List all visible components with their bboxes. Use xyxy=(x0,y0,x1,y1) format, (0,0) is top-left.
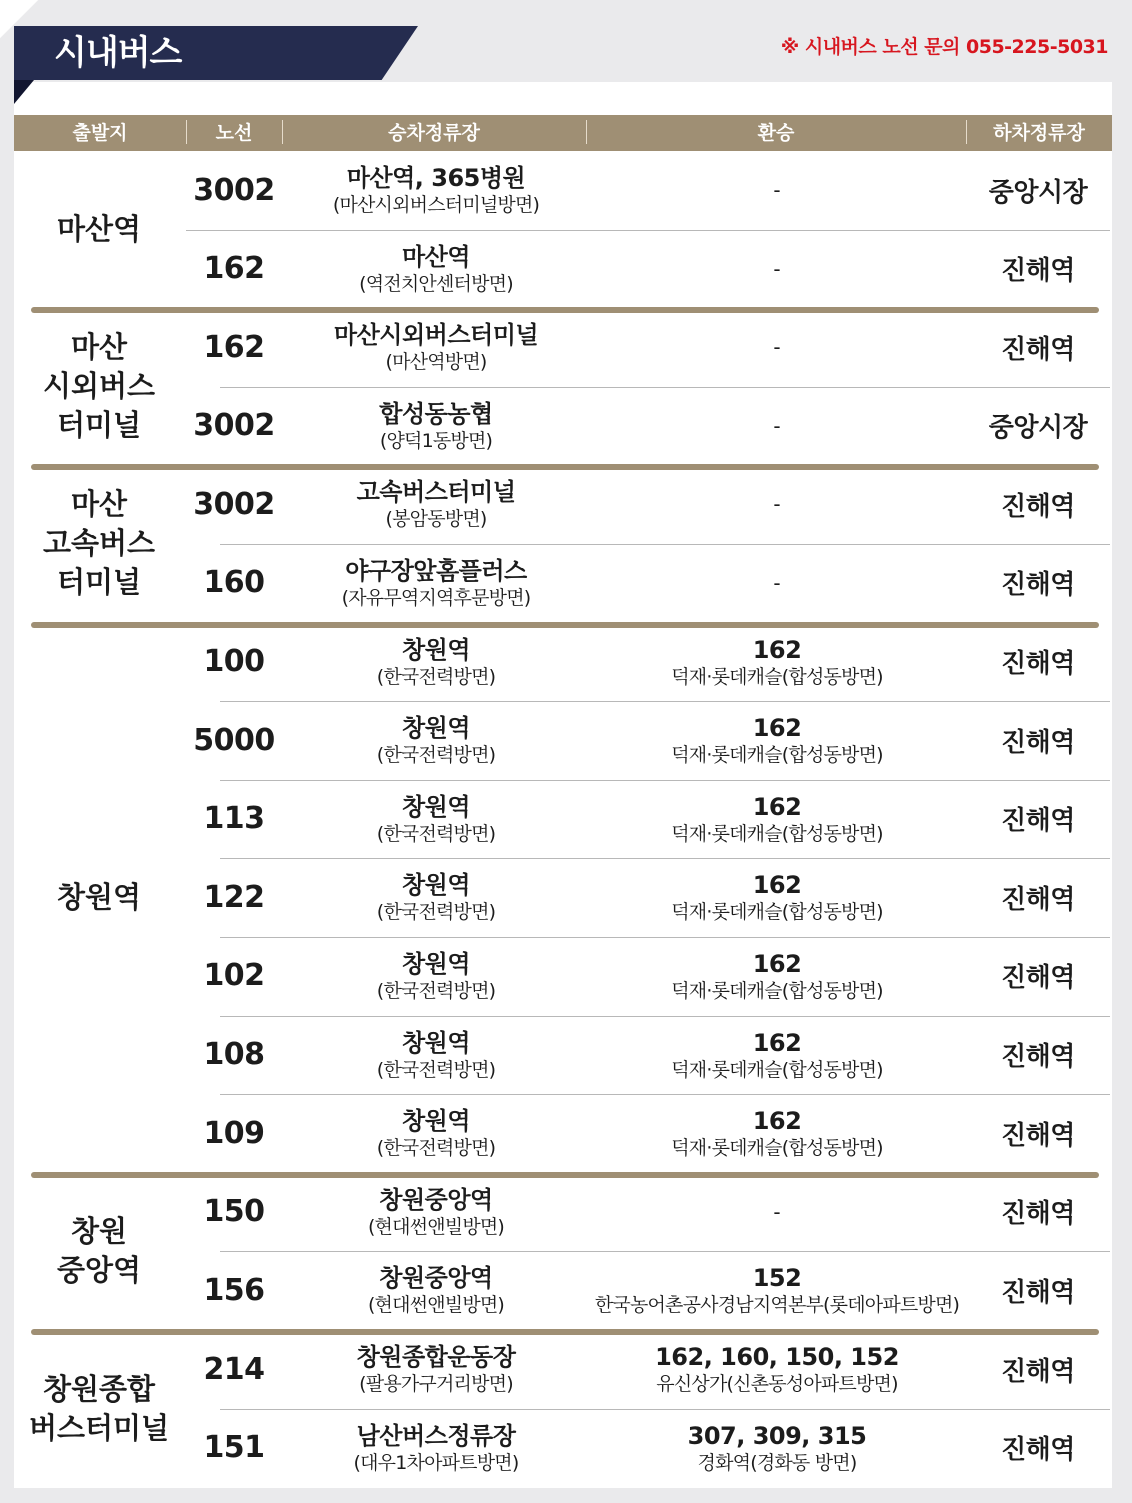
boarding-stop-name: 마산역, 365병원 xyxy=(346,164,526,192)
boarding-stop-direction: (양덕1동방면) xyxy=(379,429,493,452)
boarding-stop-name: 창원역 xyxy=(401,792,471,821)
boarding-stop xyxy=(296,780,576,858)
transfer xyxy=(554,1094,1000,1172)
table-row xyxy=(14,623,1112,701)
transfer xyxy=(554,858,1000,936)
route-number: 3002 xyxy=(193,486,275,522)
route-number: 113 xyxy=(203,801,265,837)
transfer xyxy=(554,937,1000,1015)
boarding-stop-direction: (자유무역지역후문방면) xyxy=(341,586,531,609)
boarding-stop-direction: (한국전력방면) xyxy=(376,822,496,845)
route-number: 160 xyxy=(203,565,265,601)
route-number: 151 xyxy=(203,1430,265,1466)
boarding-stop xyxy=(296,858,576,936)
transfer-stop: 덕재·롯데캐슬(합성동방면) xyxy=(671,744,883,767)
transfer-stop: 덕재·롯데캐슬(합성동방면) xyxy=(671,1137,883,1160)
transfer-stop: 유신상가(신촌동성아파트방면) xyxy=(656,1373,898,1395)
boarding-stop xyxy=(296,308,576,386)
column-header-transfer: 환승 xyxy=(757,122,795,144)
transfer xyxy=(554,308,1000,386)
table-row xyxy=(14,1094,1112,1172)
transfer-routes: 162 xyxy=(752,714,802,743)
transfer-routes: 162 xyxy=(752,635,802,664)
boarding-stop-direction: (팔용가구거리방면) xyxy=(359,1373,513,1395)
transfer xyxy=(554,701,1000,779)
boarding-stop-direction: (한국전력방면) xyxy=(376,979,496,1002)
transfer-routes: - xyxy=(773,413,781,438)
column-header-route: 노선 xyxy=(215,122,253,144)
transfer-stop: 덕재·롯데캐슬(합성동방면) xyxy=(671,1058,883,1081)
origin-name-line: 중앙역 xyxy=(56,1253,142,1288)
origin-name-line: 창원종합 xyxy=(42,1371,156,1406)
route-number: 162 xyxy=(203,329,265,365)
boarding-stop-name: 창원역 xyxy=(401,714,471,743)
route-number: 122 xyxy=(203,879,265,915)
transfer-routes: 162 xyxy=(752,949,802,978)
boarding-stop-name: 고속버스터미널 xyxy=(356,478,516,507)
transfer-routes: 162 xyxy=(752,871,802,900)
transfer-routes: - xyxy=(773,178,781,202)
boarding-stop-direction: (현대썬앤빌방면) xyxy=(367,1215,505,1238)
boarding-stop xyxy=(296,387,576,465)
alighting-stop: 진해역 xyxy=(1001,1277,1075,1308)
boarding-stop-name: 마산역 xyxy=(401,242,471,271)
table-row xyxy=(14,780,1112,858)
boarding-stop-name: 창원역 xyxy=(401,949,471,978)
origin-group xyxy=(14,308,1112,465)
title-banner-fold xyxy=(14,80,34,104)
boarding-stop-direction: (현대썬앤빌방면) xyxy=(367,1294,505,1317)
transfer-routes: - xyxy=(773,335,781,360)
route-number: 109 xyxy=(203,1115,265,1151)
transfer xyxy=(554,465,1000,543)
boarding-stop-name: 창원중앙역 xyxy=(379,1264,493,1293)
table-row xyxy=(14,858,1112,936)
boarding-stop xyxy=(296,1409,576,1487)
origin-name-line: 버스터미널 xyxy=(28,1410,170,1445)
origin-name-line: 터미널 xyxy=(56,408,142,443)
transfer-routes: 307, 309, 315 xyxy=(687,1421,867,1450)
boarding-stop-direction: (마산역방면) xyxy=(385,351,487,374)
origin-group xyxy=(14,465,1112,622)
origin-name-line: 고속버스 xyxy=(42,526,156,561)
boarding-stop-direction: (봉암동방면) xyxy=(385,508,487,531)
origin-group xyxy=(14,1330,1112,1487)
transfer-routes: 162, 160, 150, 152 xyxy=(655,1343,899,1371)
boarding-stop-direction: (대우1차아파트방면) xyxy=(353,1451,519,1474)
transfer-routes: - xyxy=(773,256,781,281)
transfer-stop: 덕재·롯데캐슬(합성동방면) xyxy=(671,979,883,1002)
boarding-stop xyxy=(296,465,576,543)
transfer-routes: - xyxy=(773,492,781,517)
origin-name-line: 시외버스 xyxy=(42,369,156,404)
transfer-stop: 경화역(경화동 방면) xyxy=(697,1451,857,1474)
alighting-stop: 중앙시장 xyxy=(988,177,1088,208)
origin-group xyxy=(14,151,1112,308)
transfer xyxy=(554,623,1000,701)
route-number: 3002 xyxy=(193,172,275,208)
transfer xyxy=(554,1409,1000,1487)
alighting-stop: 진해역 xyxy=(1001,1199,1075,1230)
route-number: 3002 xyxy=(193,408,275,444)
alighting-stop: 진해역 xyxy=(1001,806,1075,837)
transfer xyxy=(554,1173,1000,1251)
route-number: 108 xyxy=(203,1037,265,1073)
transfer xyxy=(554,544,1000,622)
boarding-stop xyxy=(296,151,576,229)
boarding-stop xyxy=(296,701,576,779)
table-row xyxy=(14,1330,1112,1408)
boarding-stop-name: 창원종합운동장 xyxy=(356,1343,516,1371)
boarding-stop-name: 합성동농협 xyxy=(379,399,493,428)
transfer-stop: 덕재·롯데캐슬(합성동방면) xyxy=(671,665,883,688)
boarding-stop-direction: (한국전력방면) xyxy=(376,1137,496,1160)
boarding-stop-name: 창원역 xyxy=(401,1028,471,1057)
transfer xyxy=(554,230,1000,308)
alighting-stop: 중앙시장 xyxy=(988,413,1088,444)
route-number: 100 xyxy=(203,644,265,680)
table-row xyxy=(14,1016,1112,1094)
boarding-stop-name: 창원역 xyxy=(401,635,471,664)
boarding-stop-name: 남산버스정류장 xyxy=(356,1421,516,1450)
table-row xyxy=(14,230,1112,308)
table-header xyxy=(14,115,1112,151)
transfer xyxy=(554,1330,1000,1408)
alighting-stop: 진해역 xyxy=(1001,884,1075,915)
table-row xyxy=(14,544,1112,622)
column-header-alighting-stop: 하차정류장 xyxy=(993,122,1085,144)
transfer xyxy=(554,387,1000,465)
column-header-origin: 출발지 xyxy=(72,122,128,144)
boarding-stop xyxy=(296,1251,576,1329)
origin-group xyxy=(14,1173,1112,1330)
transfer-stop: 덕재·롯데캐슬(합성동방면) xyxy=(671,901,883,924)
transfer-routes: 162 xyxy=(752,1028,802,1057)
table-row xyxy=(14,937,1112,1015)
alighting-stop: 진해역 xyxy=(1001,1120,1075,1151)
boarding-stop-direction: (한국전력방면) xyxy=(376,901,496,924)
alighting-stop: 진해역 xyxy=(1001,727,1075,758)
boarding-stop xyxy=(296,230,576,308)
route-number: 162 xyxy=(203,251,265,287)
boarding-stop-direction: (한국전력방면) xyxy=(376,744,496,767)
transfer-routes: 162 xyxy=(752,1107,802,1136)
transfer-stop: 한국농어촌공사경남지역본부(롯데아파트방면) xyxy=(594,1294,960,1317)
transfer-routes: - xyxy=(773,570,781,595)
route-number: 156 xyxy=(203,1272,265,1308)
boarding-stop-name: 마산시외버스터미널 xyxy=(333,321,539,350)
alighting-stop: 진해역 xyxy=(1001,491,1075,522)
route-number: 150 xyxy=(203,1194,265,1230)
origin-name-line: 마산 xyxy=(70,330,128,365)
route-inquiry-notice: ※ 시내버스 노선 문의 055-225-5031 xyxy=(780,36,1108,58)
boarding-stop-name: 창원역 xyxy=(401,871,471,900)
boarding-stop-direction: (역전치안센터방면) xyxy=(359,272,513,295)
transfer xyxy=(554,780,1000,858)
table-row xyxy=(14,701,1112,779)
transfer xyxy=(554,151,1000,229)
boarding-stop xyxy=(296,1094,576,1172)
transfer-stop: 덕재·롯데캐슬(합성동방면) xyxy=(671,822,883,845)
table-row xyxy=(14,151,1112,229)
alighting-stop: 진해역 xyxy=(1001,334,1075,365)
boarding-stop xyxy=(296,1016,576,1094)
boarding-stop-direction: (마산시외버스터미널방면) xyxy=(332,194,540,216)
route-number: 5000 xyxy=(193,722,275,758)
transfer-routes: 152 xyxy=(752,1264,802,1293)
page-title: 시내버스 xyxy=(54,33,182,73)
alighting-stop: 진해역 xyxy=(1001,649,1075,680)
transfer xyxy=(554,1251,1000,1329)
origin-name-line: 마산 xyxy=(70,487,128,522)
table-row xyxy=(14,308,1112,386)
origin-name-line: 창원역 xyxy=(56,880,142,915)
origin-name-line: 창원 xyxy=(70,1214,128,1249)
table-row xyxy=(14,1173,1112,1251)
boarding-stop-direction: (한국전력방면) xyxy=(376,1058,496,1081)
transfer-routes: - xyxy=(773,1199,781,1224)
origin-name-line: 마산역 xyxy=(56,212,142,247)
alighting-stop: 진해역 xyxy=(1001,1042,1075,1073)
boarding-stop xyxy=(296,1330,576,1408)
alighting-stop: 진해역 xyxy=(1001,570,1075,601)
transfer xyxy=(554,1016,1000,1094)
boarding-stop xyxy=(296,937,576,1015)
boarding-stop-name: 창원중앙역 xyxy=(379,1185,493,1214)
boarding-stop xyxy=(296,544,576,622)
route-number: 214 xyxy=(203,1351,265,1387)
alighting-stop: 진해역 xyxy=(1001,1435,1075,1466)
table-row xyxy=(14,465,1112,543)
column-header-boarding-stop: 승차정류장 xyxy=(388,122,480,144)
boarding-stop-name: 창원역 xyxy=(401,1107,471,1136)
route-number: 102 xyxy=(203,958,265,994)
alighting-stop: 진해역 xyxy=(1001,963,1075,994)
boarding-stop xyxy=(296,1173,576,1251)
transfer-routes: 162 xyxy=(752,792,802,821)
table-row xyxy=(14,1251,1112,1329)
table-row xyxy=(14,387,1112,465)
boarding-stop-direction: (한국전력방면) xyxy=(376,665,496,688)
origin-group xyxy=(14,623,1112,1173)
origin-name-line: 터미널 xyxy=(56,565,142,600)
alighting-stop: 진해역 xyxy=(1001,256,1075,287)
boarding-stop xyxy=(296,623,576,701)
alighting-stop: 진해역 xyxy=(1001,1356,1075,1387)
boarding-stop-name: 야구장앞홈플러스 xyxy=(345,556,527,585)
table-row xyxy=(14,1409,1112,1487)
